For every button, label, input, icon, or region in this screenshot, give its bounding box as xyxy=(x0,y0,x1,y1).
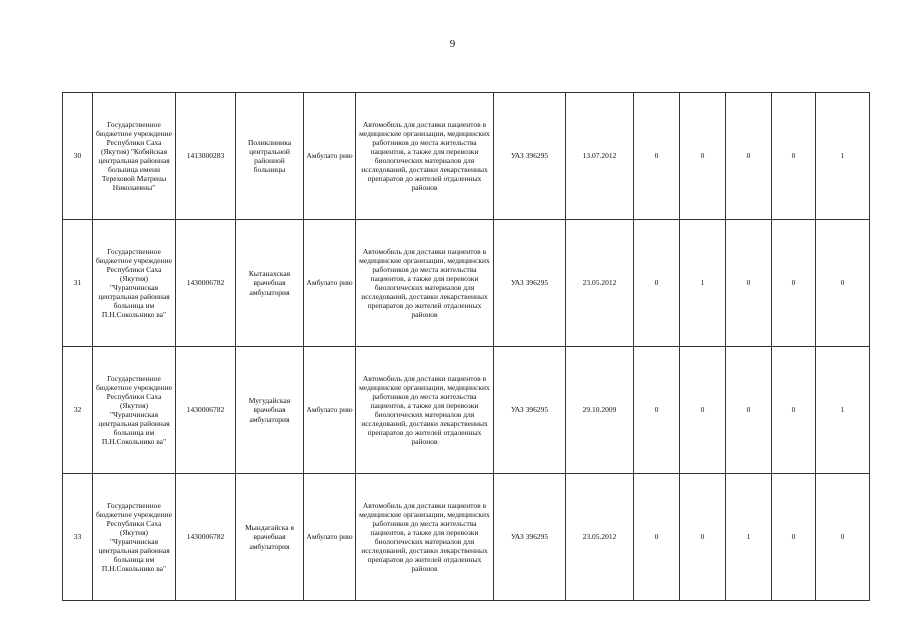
flag-1: 0 xyxy=(634,347,680,474)
flag-4: 0 xyxy=(772,93,816,220)
facility-type: Амбулато рию xyxy=(304,220,356,347)
flag-1: 0 xyxy=(634,93,680,220)
table-row xyxy=(63,347,870,474)
table-row xyxy=(63,220,870,347)
flag-4: 0 xyxy=(772,474,816,601)
flag-3: 1 xyxy=(726,474,772,601)
facility-type: Амбулато рию xyxy=(304,93,356,220)
vehicle-model: УАЗ 396295 xyxy=(494,220,566,347)
facility-type: Амбулато рию xyxy=(304,347,356,474)
flag-5: 0 xyxy=(816,220,870,347)
flag-3: 0 xyxy=(726,220,772,347)
organization-name: Государственное бюджетное учреждение Республики Саха (Якутия) "Чурапчинская центральная районная больница им П.Н.Сокольнико ва" xyxy=(93,220,176,347)
vehicle-purpose: Автомобиль для доставки пациентов в медицинские организации, медицинских работников до места жительства пациентов, а также для перевозки биологических материалов для исследований, доставки лекарственных препаратов до жителей отдаленных районов xyxy=(356,220,494,347)
unit-name: Мындагайска я врачебная амбулатория xyxy=(236,474,304,601)
flag-4: 0 xyxy=(772,347,816,474)
inn-code: 1430006782 xyxy=(176,220,236,347)
vehicle-registry-table xyxy=(62,92,870,601)
organization-name: Государственное бюджетное учреждение Республики Саха (Якутия) "Чурапчинская центральная районная больница им П.Н.Сокольнико ва" xyxy=(93,347,176,474)
inn-code: 1413000283 xyxy=(176,93,236,220)
vehicle-model: УАЗ 396295 xyxy=(494,474,566,601)
flag-2: 0 xyxy=(680,93,726,220)
flag-2: 1 xyxy=(680,220,726,347)
unit-name: Кытанахская врачебная амбулатория xyxy=(236,220,304,347)
page-number: 9 xyxy=(449,38,456,50)
inn-code: 1430006782 xyxy=(176,347,236,474)
table-row xyxy=(63,474,870,601)
flag-2: 0 xyxy=(680,347,726,474)
flag-4: 0 xyxy=(772,220,816,347)
unit-name: Мугудайская врачебная амбулатория xyxy=(236,347,304,474)
row-number: 31 xyxy=(63,220,93,347)
registration-date: 23.05.2012 xyxy=(566,474,634,601)
facility-type: Амбулато рию xyxy=(304,474,356,601)
registration-date: 29.10.2009 xyxy=(566,347,634,474)
vehicle-model: УАЗ 396295 xyxy=(494,93,566,220)
registration-date: 23.05.2012 xyxy=(566,220,634,347)
vehicle-purpose: Автомобиль для доставки пациентов в медицинские организации, медицинских работников до места жительства пациентов, а также для перевозки биологических материалов для исследований, доставки лекарственных препаратов до жителей отдаленных районов xyxy=(356,347,494,474)
unit-name: Поликлиника центральной районной больницы xyxy=(236,93,304,220)
flag-1: 0 xyxy=(634,220,680,347)
row-number: 30 xyxy=(63,93,93,220)
flag-3: 0 xyxy=(726,347,772,474)
organization-name: Государственное бюджетное учреждение Республики Саха (Якутия) "Чурапчинская центральная районная больница им П.Н.Сокольнико ва" xyxy=(93,474,176,601)
table-row xyxy=(63,93,870,220)
row-number: 33 xyxy=(63,474,93,601)
flag-5: 0 xyxy=(816,474,870,601)
registration-date: 13.07.2012 xyxy=(566,93,634,220)
vehicle-model: УАЗ 396295 xyxy=(494,347,566,474)
flag-2: 0 xyxy=(680,474,726,601)
organization-name: Государственное бюджетное учреждение Республики Саха (Якутия) "Кобяйская центральная районная больница имени Тереховой Матрены Николаевны" xyxy=(93,93,176,220)
inn-code: 1430006782 xyxy=(176,474,236,601)
flag-5: 1 xyxy=(816,347,870,474)
row-number: 32 xyxy=(63,347,93,474)
flag-3: 0 xyxy=(726,93,772,220)
vehicle-purpose: Автомобиль для доставки пациентов в медицинские организации, медицинских работников до места жительства пациентов, а также для перевозки биологических материалов для исследований, доставки лекарственных препаратов до жителей отдаленных районов xyxy=(356,474,494,601)
vehicle-purpose: Автомобиль для доставки пациентов в медицинские организации, медицинских работников до места жительства пациентов, а также для перевозки биологических материалов для исследований, доставки лекарственных препаратов до жителей отдаленных районов xyxy=(356,93,494,220)
flag-5: 1 xyxy=(816,93,870,220)
flag-1: 0 xyxy=(634,474,680,601)
